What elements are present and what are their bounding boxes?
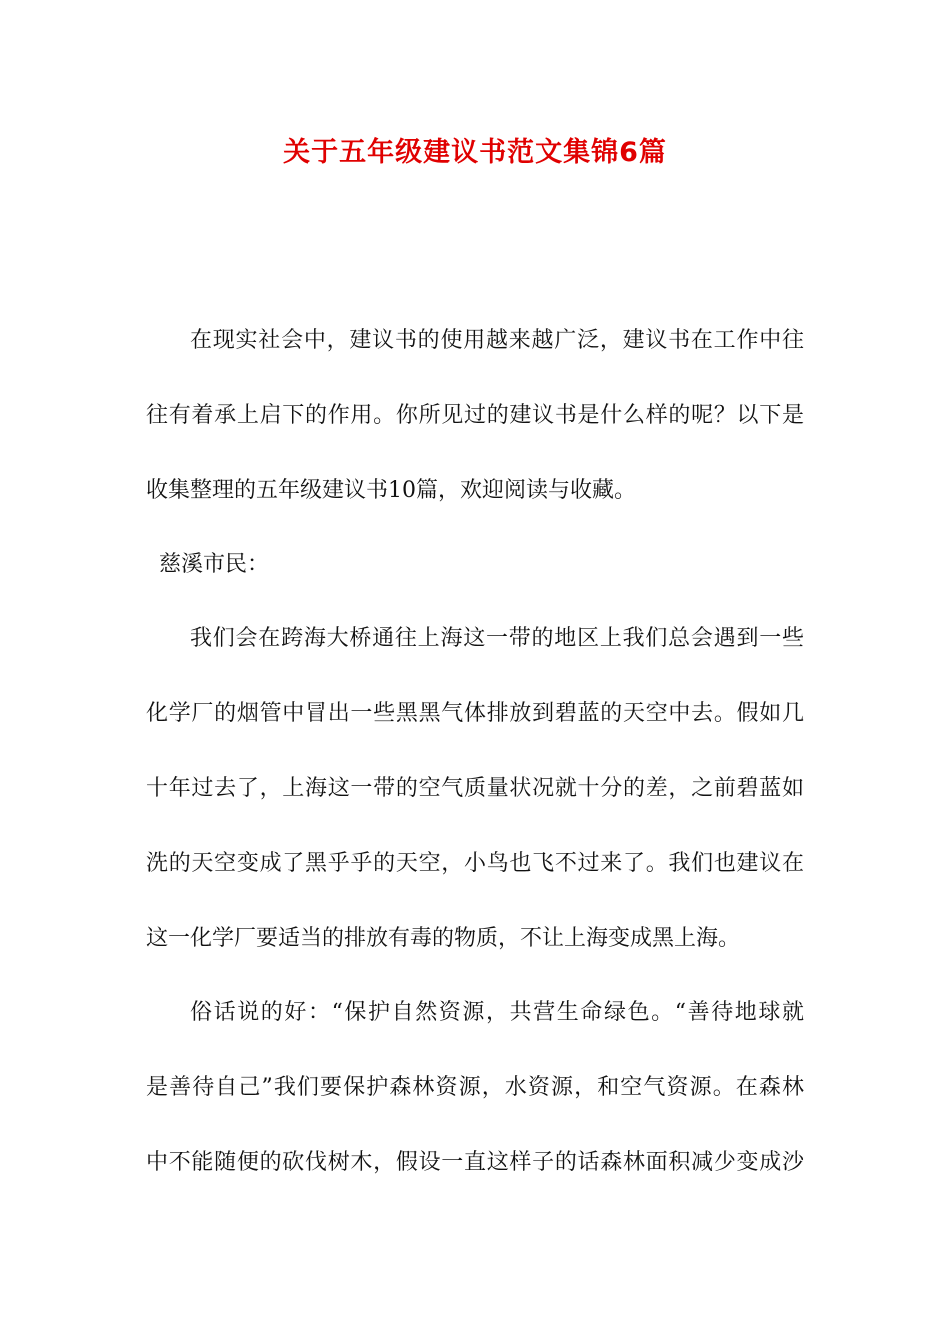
paragraph-line: 我们会在跨海大桥通往上海这一带的地区上我们总会遇到一些 (190, 626, 804, 651)
paragraph-line: 是善待自己”我们要保护森林资源，水资源，和空气资源。在森林 (146, 1075, 804, 1100)
paragraph-line: 在现实社会中，建议书的使用越来越广泛，建议书在工作中往 (190, 328, 804, 353)
paragraph-line: 往有着承上启下的作用。你所见过的建议书是什么样的呢？以下是 (146, 403, 804, 428)
paragraph-line: 收集整理的五年级建议书10篇，欢迎阅读与收藏。 (146, 478, 636, 503)
paragraph-line: 这一化学厂要适当的排放有毒的物质，不让上海变成黑上海。 (146, 926, 741, 951)
paragraph-line: 俗话说的好：“保护自然资源，共营生命绿色。“善待地球就 (190, 1000, 804, 1025)
paragraph-line: 十年过去了，上海这一带的空气质量状况就十分的差，之前碧蓝如 (146, 776, 804, 801)
paragraph-line: 洗的天空变成了黑乎乎的天空，小鸟也飞不过来了。我们也建议在 (146, 851, 804, 876)
document-title: 关于五年级建议书范文集锦6篇 (283, 137, 667, 168)
paragraph-line: 化学厂的烟管中冒出一些黑黑气体排放到碧蓝的天空中去。假如几 (146, 701, 804, 726)
salutation: 慈溪市民： (159, 552, 270, 577)
paragraph-line: 中不能随便的砍伐树木，假设一直这样子的话森林面积减少变成沙 (146, 1150, 804, 1175)
